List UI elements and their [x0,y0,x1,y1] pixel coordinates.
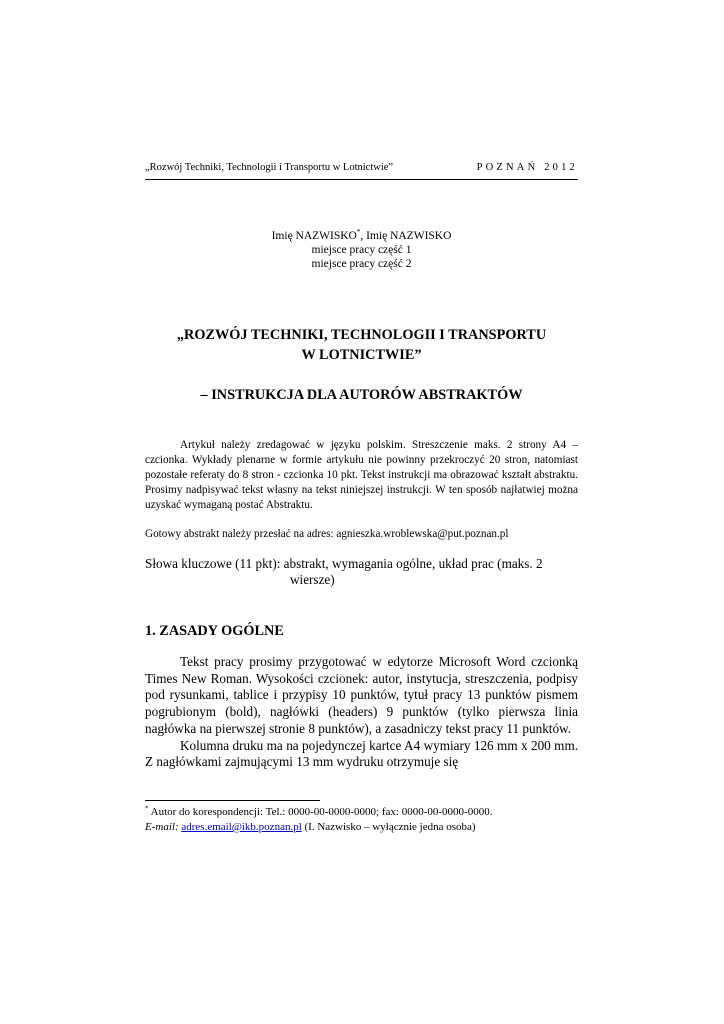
footnote-mark: * [145,804,149,813]
section-heading: 1. ZASADY OGÓLNE [145,623,284,639]
paper-title-line-1: „ROZWÓJ TECHNIKI, TECHNOLOGII I TRANSPORTU [176,327,547,343]
footnote-line-2 [145,820,578,835]
affiliation-2: miejsce pracy część 2 [311,258,412,270]
keywords-line-1: Słowa kluczowe (11 pkt): abstrakt, wymagania ogólne, układ prac (maks. 2 [145,556,543,571]
email-label: E-mail: [145,821,179,833]
keywords [145,556,555,587]
section-body [145,654,578,771]
body-paragraph-1: Tekst pracy prosimy przygotować w edytorze Microsoft Word czcionką Times New Roman. Wysokości czcionek: autor, instytucja, streszczenia, podpisy pod rysunkami, tablice i przypisy 10 punktów, tytuł pracy 13 punktów pismem pogrubionym (bold), nagłówki (headers) 9 punktów (tylko pierwsza linia nagłówka na pierwszej stronie 8 punktów), a zasadniczy tekst pracy 11 punktów. [145,654,578,736]
author-separator: , [360,230,367,242]
author-2: Imię NAZWISKO [366,230,452,242]
email-note: (I. Nazwisko – wyłącznie jedna osoba) [301,821,476,833]
author-block [145,229,578,271]
paper-title-line-2: W LOTNICTWIE” [301,347,422,363]
affiliation-1: miejsce pracy część 1 [311,244,412,256]
running-header [145,162,578,174]
running-header-title: „Rozwój Techniki, Technologii i Transportu w Lotnictwie” [145,162,394,173]
footnote-rule [145,800,320,801]
paper-title [145,325,578,365]
abstract-paragraph: Artykuł należy zredagować w języku polskim. Streszczenie maks. 2 strony A4 – czcionka. Wykłady plenarne w formie artykułu nie powinny przekroczyć 20 stron, natomiast pozostałe referaty do 8 stron - czcionka 10 pkt. Tekst instrukcji ma obrazować kształt abstraktu. Prosimy nadpisywać tekst własny na tekst niniejszej instrukcji. W ten sposób najłatwiej można uzyskać wymaganą postać Abstraktu. [145,439,578,511]
keywords-line-2: wiersze) [290,571,335,587]
paper-subtitle: – INSTRUKCJA DLA AUTORÓW ABSTRAKTÓW [200,387,523,403]
author-1: Imię NAZWISKO [271,230,357,242]
author-names [145,229,578,243]
header-rule [145,179,578,180]
running-header-place-year: POZNAŃ 2012 [476,162,578,173]
abstract-submission-line: Gotowy abstrakt należy przesłać na adres: agnieszka.wroblewska@put.poznan.pl [145,528,509,540]
email-link[interactable]: adres.email@ikb.poznan.pl [181,821,302,833]
body-paragraph-2: Kolumna druku ma na pojedynczej kartce A4 wymiary 126 mm x 200 mm. Z nagłówkami zajmującymi 13 mm wydruku otrzymuje się [145,737,578,770]
author-1-footnote-mark: * [356,228,361,237]
footnote-contact: Autor do korespondencji: Tel.: 0000-00-0000-0000; fax: 0000-00-0000-0000. [148,806,493,818]
footnote [145,805,578,835]
footnote-line-1 [145,805,578,820]
